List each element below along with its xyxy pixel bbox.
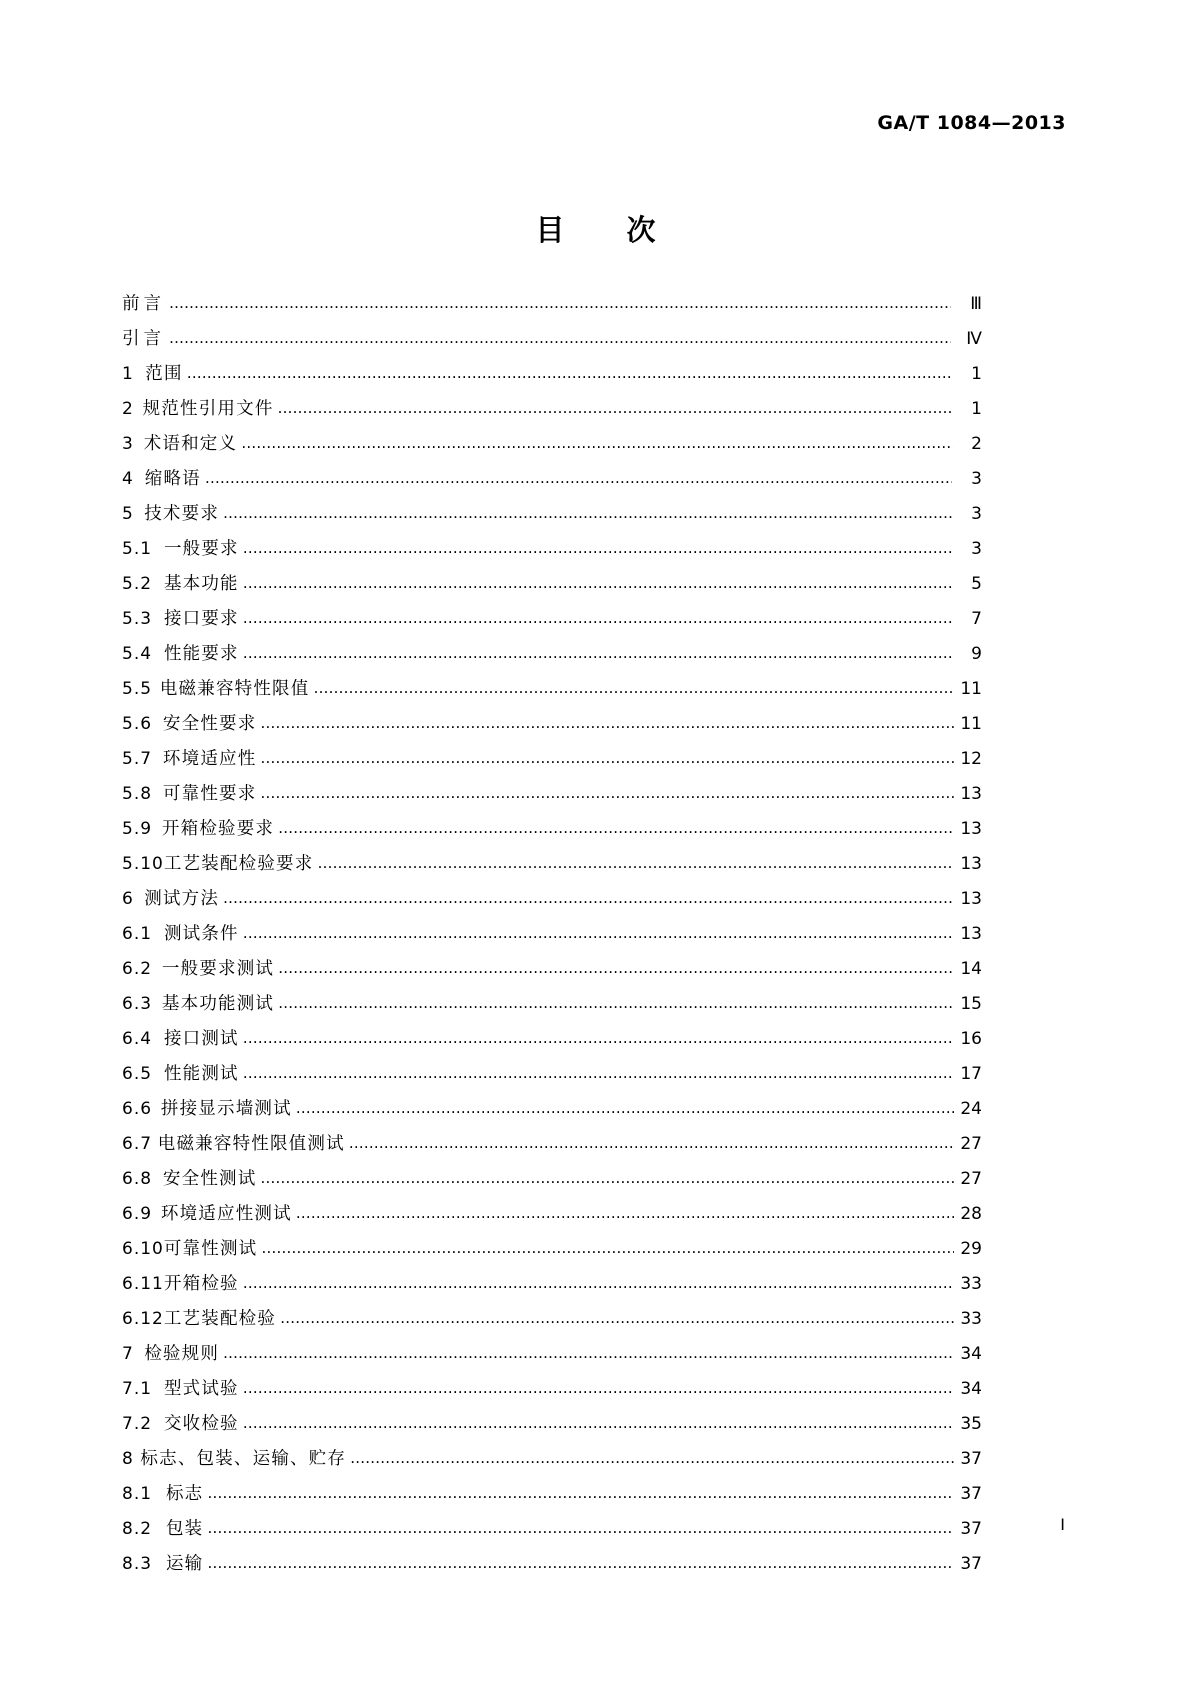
toc-entry-page: 24 <box>960 1099 982 1119</box>
toc-entry-number: 8.1 <box>122 1484 153 1504</box>
toc-leader-dots <box>296 1206 955 1221</box>
toc-entry-page: 3 <box>971 469 982 489</box>
toc-entry-number: 5.7 <box>122 749 153 769</box>
toc-leader-dots <box>223 1346 952 1361</box>
toc-entry[interactable] <box>122 1241 982 1276</box>
toc-entry-page: 14 <box>960 959 982 979</box>
toc-entry-page: 33 <box>960 1309 982 1329</box>
toc-leader-dots <box>278 961 954 976</box>
toc-entry-page: 11 <box>960 714 982 734</box>
toc-entry-label: 标志 <box>165 1484 204 1504</box>
toc-entry-label: 引言 <box>122 329 165 349</box>
toc-entry-label: 电磁兼容特性限值 <box>159 679 310 699</box>
toc-entry-page: 13 <box>960 889 982 909</box>
toc-entry-number: 5.5 <box>122 679 153 699</box>
toc-entry-number: 6.4 <box>122 1029 153 1049</box>
toc-entry-label: 测试方法 <box>144 889 220 909</box>
toc-entry-page: 37 <box>960 1449 982 1469</box>
standard-code-header: GA/T 1084—2013 <box>877 112 1066 134</box>
toc-leader-dots <box>278 996 954 1011</box>
toc-entry-label: 工艺装配检验 <box>163 1309 277 1329</box>
toc-entry-page: 34 <box>960 1344 982 1364</box>
toc-entry-number: 5.2 <box>122 574 153 594</box>
toc-leader-dots <box>296 1101 955 1116</box>
toc-entry[interactable] <box>122 821 982 856</box>
toc-entry-label: 开箱检验要求 <box>161 819 275 839</box>
toc-entry-number: 5.9 <box>122 819 153 839</box>
toc-entry-number: 8 <box>122 1449 134 1469</box>
toc-entry-label: 电磁兼容特性限值测试 <box>157 1134 345 1154</box>
toc-entry[interactable] <box>122 891 982 926</box>
toc-entry-number: 6.11 <box>122 1274 164 1294</box>
toc-leader-dots <box>260 716 953 731</box>
toc-entry-number: 6.8 <box>122 1169 153 1189</box>
toc-leader-dots <box>317 856 954 871</box>
toc-entry[interactable] <box>122 1486 982 1521</box>
toc-entry-number: 5 <box>122 504 134 524</box>
toc-leader-dots <box>278 821 954 836</box>
toc-entry-page: 3 <box>971 539 982 559</box>
toc-entry-label: 检验规则 <box>144 1344 220 1364</box>
toc-leader-dots <box>350 1451 954 1466</box>
toc-leader-dots <box>349 1136 955 1151</box>
toc-leader-dots <box>223 506 952 521</box>
toc-leader-dots <box>187 366 952 381</box>
toc-entry[interactable] <box>122 471 982 506</box>
toc-entry-label: 接口要求 <box>163 609 239 629</box>
toc-leader-dots <box>280 1311 954 1326</box>
toc-entry-page: 35 <box>960 1414 982 1434</box>
toc-entry-number: 6.5 <box>122 1064 153 1084</box>
toc-entry-label: 型式试验 <box>163 1379 239 1399</box>
toc-entry[interactable] <box>122 646 982 681</box>
toc-leader-dots <box>223 891 952 906</box>
toc-leader-dots <box>243 576 953 591</box>
toc-entry[interactable] <box>122 401 982 436</box>
toc-leader-dots <box>260 1171 953 1186</box>
toc-entry[interactable] <box>122 366 982 401</box>
toc-entry-number: 6.10 <box>122 1239 164 1259</box>
toc-entry-label: 安全性测试 <box>162 1169 257 1189</box>
toc-leader-dots <box>169 331 951 346</box>
toc-entry-label: 缩略语 <box>144 469 201 489</box>
toc-entry[interactable] <box>122 1066 982 1101</box>
toc-entry-page: 11 <box>960 679 982 699</box>
toc-entry-label: 前言 <box>122 294 165 314</box>
toc-entry[interactable] <box>122 856 982 891</box>
toc-entry[interactable] <box>122 436 982 471</box>
toc-leader-dots <box>260 751 953 766</box>
toc-entry[interactable] <box>122 961 982 996</box>
toc-leader-dots <box>169 296 951 311</box>
toc-entry-number: 7.2 <box>122 1414 153 1434</box>
toc-entry[interactable] <box>122 331 982 366</box>
toc-entry[interactable] <box>122 1451 982 1486</box>
toc-entry[interactable] <box>122 681 982 716</box>
toc-entry-label: 环境适应性测试 <box>160 1204 292 1224</box>
toc-entry-page: 2 <box>971 434 982 454</box>
toc-entry-number: 6 <box>122 889 134 909</box>
toc-entry-label: 基本功能 <box>163 574 239 594</box>
toc-entry-label: 运输 <box>165 1554 204 1574</box>
toc-leader-dots <box>243 1031 953 1046</box>
toc-entry-label: 交收检验 <box>163 1414 239 1434</box>
toc-entry-label: 一般要求 <box>163 539 239 559</box>
toc-entry-number: 2 <box>122 399 134 419</box>
toc-entry-label: 测试条件 <box>163 924 239 944</box>
toc-entry[interactable] <box>122 1416 982 1451</box>
toc-entry-label: 工艺装配检验要求 <box>163 854 314 874</box>
toc-entry-number: 5.10 <box>122 854 164 874</box>
toc-entry[interactable] <box>122 786 982 821</box>
toc-leader-dots <box>243 926 953 941</box>
footer-page-number: I <box>1060 1515 1065 1534</box>
toc-entry-number: 7.1 <box>122 1379 153 1399</box>
toc-entry-number: 4 <box>122 469 134 489</box>
toc-entry-page: 3 <box>971 504 982 524</box>
table-of-contents <box>122 296 982 1591</box>
toc-entry-label: 范围 <box>145 364 183 384</box>
toc-entry-page: 12 <box>960 749 982 769</box>
toc-entry[interactable] <box>122 716 982 751</box>
toc-entry-page: 13 <box>960 854 982 874</box>
toc-entry-number: 5.1 <box>122 539 153 559</box>
toc-entry-page: 27 <box>960 1134 982 1154</box>
toc-entry-label: 可靠性要求 <box>162 784 257 804</box>
toc-entry-number: 6.9 <box>122 1204 153 1224</box>
toc-leader-dots <box>207 1556 952 1571</box>
toc-entry-label: 接口测试 <box>163 1029 239 1049</box>
toc-entry-label: 可靠性测试 <box>163 1239 258 1259</box>
toc-entry[interactable] <box>122 576 982 611</box>
toc-entry-label: 技术要求 <box>144 504 220 524</box>
toc-entry[interactable] <box>122 1171 982 1206</box>
toc-entry-page: Ⅳ <box>966 329 982 349</box>
toc-leader-dots <box>261 1241 953 1256</box>
toc-entry-page: 13 <box>960 819 982 839</box>
toc-entry-label: 规范性引用文件 <box>142 399 274 419</box>
toc-entry-number: 6.7 <box>122 1134 153 1154</box>
toc-entry[interactable] <box>122 926 982 961</box>
toc-entry[interactable] <box>122 751 982 786</box>
toc-entry-label: 性能要求 <box>163 644 239 664</box>
toc-entry-number: 6.1 <box>122 924 153 944</box>
toc-entry[interactable] <box>122 1206 982 1241</box>
toc-entry-number: 5.4 <box>122 644 153 664</box>
toc-entry-page: 37 <box>960 1484 982 1504</box>
toc-entry[interactable] <box>122 1381 982 1416</box>
toc-entry-page: 1 <box>971 364 982 384</box>
toc-entry-number: 5.3 <box>122 609 153 629</box>
toc-entry-number: 1 <box>122 364 134 384</box>
toc-entry-number: 6.3 <box>122 994 153 1014</box>
toc-leader-dots <box>241 436 953 451</box>
toc-entry-label: 标志、包装、运输、贮存 <box>140 1449 347 1469</box>
toc-leader-dots <box>313 681 954 696</box>
toc-entry-page: 1 <box>971 399 982 419</box>
toc-entry-page: 15 <box>960 994 982 1014</box>
toc-entry-number: 5.8 <box>122 784 153 804</box>
toc-entry-number: 8.2 <box>122 1519 153 1539</box>
toc-entry-page: 5 <box>971 574 982 594</box>
toc-entry[interactable] <box>122 541 982 576</box>
toc-entry-page: 33 <box>960 1274 982 1294</box>
toc-leader-dots <box>243 1416 953 1431</box>
toc-entry-page: 9 <box>971 644 982 664</box>
toc-entry-page: 13 <box>960 924 982 944</box>
toc-entry-label: 包装 <box>165 1519 204 1539</box>
toc-leader-dots <box>243 1276 953 1291</box>
toc-entry-label: 术语和定义 <box>143 434 238 454</box>
toc-entry-label: 基本功能测试 <box>161 994 275 1014</box>
toc-entry-label: 环境适应性 <box>162 749 257 769</box>
toc-entry-label: 一般要求测试 <box>161 959 275 979</box>
toc-entry-page: 28 <box>960 1204 982 1224</box>
toc-entry-number: 3 <box>122 434 134 454</box>
toc-entry-number: 8.3 <box>122 1554 153 1574</box>
toc-entry-number: 7 <box>122 1344 134 1364</box>
toc-leader-dots <box>205 471 952 486</box>
toc-entry[interactable] <box>122 1276 982 1311</box>
toc-leader-dots <box>243 541 953 556</box>
toc-entry-page: 29 <box>960 1239 982 1259</box>
toc-entry-page: 13 <box>960 784 982 804</box>
toc-entry[interactable] <box>122 1556 982 1591</box>
toc-entry-page: 34 <box>960 1379 982 1399</box>
toc-entry[interactable] <box>122 1311 982 1346</box>
toc-entry-number: 6.6 <box>122 1099 153 1119</box>
toc-entry-label: 开箱检验 <box>163 1274 239 1294</box>
toc-entry-page: 37 <box>960 1519 982 1539</box>
toc-entry-page: Ⅲ <box>970 294 982 314</box>
toc-entry-page: 16 <box>960 1029 982 1049</box>
toc-leader-dots <box>278 401 955 416</box>
toc-leader-dots <box>243 611 953 626</box>
toc-entry-number: 6.2 <box>122 959 153 979</box>
toc-entry[interactable] <box>122 996 982 1031</box>
toc-leader-dots <box>243 1381 953 1396</box>
toc-entry[interactable] <box>122 296 982 331</box>
toc-entry[interactable] <box>122 1346 982 1381</box>
toc-entry[interactable] <box>122 1101 982 1136</box>
toc-entry[interactable] <box>122 1136 982 1171</box>
toc-leader-dots <box>243 1066 953 1081</box>
toc-entry[interactable] <box>122 1521 982 1556</box>
toc-entry[interactable] <box>122 611 982 646</box>
toc-entry-page: 27 <box>960 1169 982 1189</box>
toc-entry-number: 6.12 <box>122 1309 164 1329</box>
toc-entry-number: 5.6 <box>122 714 153 734</box>
toc-entry-page: 7 <box>971 609 982 629</box>
toc-entry-label: 性能测试 <box>163 1064 239 1084</box>
toc-entry-page: 37 <box>960 1554 982 1574</box>
toc-leader-dots <box>207 1521 952 1536</box>
page-title: 目 次 <box>535 213 682 247</box>
toc-leader-dots <box>207 1486 952 1501</box>
toc-entry[interactable] <box>122 1031 982 1066</box>
toc-leader-dots <box>243 646 953 661</box>
toc-entry-label: 安全性要求 <box>162 714 257 734</box>
toc-entry[interactable] <box>122 506 982 541</box>
toc-leader-dots <box>260 786 953 801</box>
toc-entry-label: 拼接显示墙测试 <box>160 1099 292 1119</box>
toc-entry-page: 17 <box>960 1064 982 1084</box>
